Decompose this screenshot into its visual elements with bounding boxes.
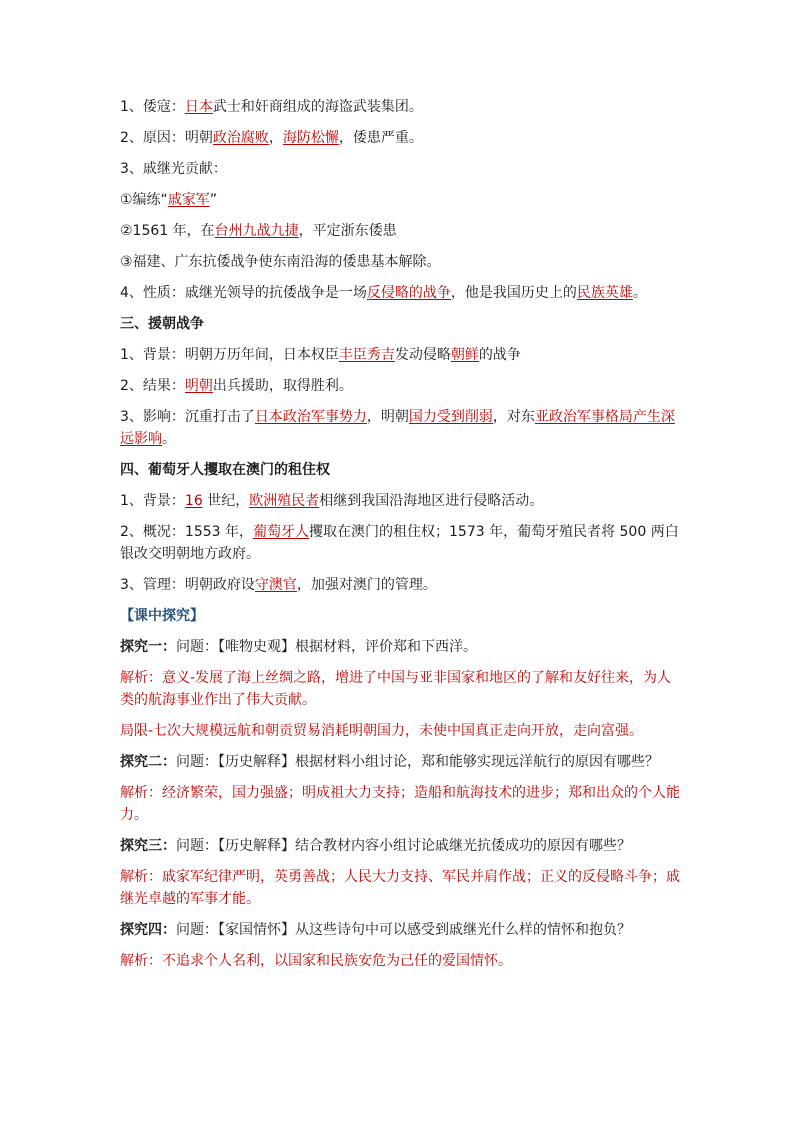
text-line [120, 919, 680, 941]
document-body [120, 96, 680, 972]
text-segment: 攫取在澳门的租住权；1573 年，葡萄牙殖民者将 500 两白银改交明朝地方政府。 [120, 524, 679, 562]
answer-key-term: 台州九战九捷 [214, 223, 299, 239]
text-segment: 1、背景： [120, 493, 185, 509]
text-segment: 问题：【历史解释】结合教材内容小组讨论戚继光抗倭成功的原因有哪些？ [176, 838, 631, 854]
answer-key-term: 守澳官 [254, 577, 297, 593]
text-segment: 1、背景：明朝万历年间，日本权臣 [120, 347, 339, 363]
text-segment: 出兵援助，取得胜利。 [212, 378, 353, 394]
text-segment: ，明朝 [366, 409, 409, 425]
text-line [120, 375, 680, 397]
text-line [120, 636, 680, 658]
text-segment: 三、援朝战争 [120, 316, 204, 332]
section-heading [120, 313, 680, 335]
text-segment: 问题：【历史解释】根据材料小组讨论，郑和能够实现远洋航行的原因有哪些？ [176, 754, 659, 770]
text-segment: ③福建、广东抗倭战争使东南沿海的倭患基本解除。 [120, 254, 441, 270]
answer-key-term: 亚政治军事格局产生深远影响 [120, 409, 675, 447]
text-segment: 。 [632, 285, 647, 301]
text-segment: 探究三： [120, 838, 176, 854]
answer-key-term: 民族英雄 [576, 285, 633, 301]
text-segment: 3、管理：明朝政府设 [120, 577, 255, 593]
text-segment: 【课中探究】 [120, 608, 204, 624]
answer-key-term: 明朝 [184, 378, 213, 394]
text-segment: 探究一： [120, 639, 176, 655]
answer-key-term: 国力受到削弱 [408, 409, 493, 425]
text-segment: 问题：【家国情怀】从这些诗句中可以感受到戚继光什么样的情怀和抱负？ [176, 922, 631, 938]
answer-key-term: 日本政治军事势力 [254, 409, 367, 425]
text-segment: 1、倭寇： [120, 99, 185, 115]
text-line [120, 667, 680, 711]
text-line [120, 344, 680, 366]
answer-key-term: 反侵略的战争 [366, 285, 451, 301]
answer-explanation: 解析：意义-发展了海上丝绸之路，增进了中国与亚非国家和地区的了解和友好往来，为人类的航海事业作出了伟大贡献。 [120, 670, 672, 708]
text-line [120, 574, 680, 596]
answer-key-term: 葡萄牙人 [253, 524, 309, 540]
answer-explanation: 解析：戚家军纪律严明，英勇善战；人民大力支持、军民并肩作战；正义的反侵略斗争；戚继光卓越的军事才能。 [120, 869, 680, 907]
text-segment: ， [268, 130, 283, 146]
text-line [120, 220, 680, 242]
text-segment: 四、葡萄牙人攫取在澳门的租住权 [120, 462, 330, 478]
answer-key-term: 日本 [184, 99, 213, 115]
text-segment: 3、戚继光贡献： [120, 161, 227, 177]
answer-explanation: 局限-七次大规模远航和朝贡贸易消耗明朝国力，未使中国真正走向开放，走向富强。 [120, 723, 644, 739]
answer-explanation: 解析：不追求个人名利，以国家和民族安危为己任的爱国情怀。 [120, 953, 512, 969]
text-segment: 2、概况：1553 年， [120, 524, 253, 540]
text-segment: 4、性质：戚继光领导的抗倭战争是一场 [120, 285, 367, 301]
text-line [120, 950, 680, 972]
text-segment: ，加强对澳门的管理。 [296, 577, 437, 593]
answer-key-term: 戚家军 [167, 192, 210, 208]
text-line [120, 158, 680, 180]
text-segment: 问题：【唯物史观】根据材料，评价郑和下西洋。 [176, 639, 477, 655]
text-line [120, 782, 680, 826]
text-line [120, 406, 680, 450]
text-line [120, 127, 680, 149]
text-segment: ，对东 [492, 409, 535, 425]
text-segment: ，平定浙东倭患 [298, 223, 397, 239]
text-line [120, 835, 680, 857]
text-line [120, 521, 680, 565]
text-segment: 2、原因：明朝 [120, 130, 213, 146]
text-segment: 的战争 [478, 347, 521, 363]
text-segment: ，他是我国历史上的 [450, 285, 577, 301]
text-segment: 世纪， [202, 493, 250, 509]
text-segment: 2、结果： [120, 378, 185, 394]
answer-key-term: 欧洲殖民者 [249, 493, 320, 509]
text-segment: 发动侵略 [394, 347, 451, 363]
text-line [120, 605, 680, 627]
answer-key-term: 海防松懈 [282, 130, 339, 146]
text-segment: 相继到我国沿海地区进行侵略活动。 [319, 493, 544, 509]
text-segment: 3、影响：沉重打击了 [120, 409, 255, 425]
answer-key-term: 朝鲜 [450, 347, 479, 363]
answer-key-term: 16 [184, 493, 203, 509]
text-line [120, 866, 680, 910]
text-line [120, 720, 680, 742]
text-segment: 。 [162, 431, 176, 447]
text-segment: 探究二： [120, 754, 176, 770]
answer-key-term: 丰臣秀吉 [338, 347, 395, 363]
text-segment: ②1561 年，在 [120, 223, 215, 239]
text-segment: 武士和奸商组成的海盗武装集团。 [212, 99, 423, 115]
answer-explanation: 解析：经济繁荣，国力强盛；明成祖大力支持；造船和航海技术的进步；郑和出众的个人能力。 [120, 785, 680, 823]
text-line [120, 751, 680, 773]
section-heading [120, 459, 680, 481]
text-segment: 探究四： [120, 922, 176, 938]
text-segment: ，倭患严重。 [338, 130, 423, 146]
text-segment: ①编练“ [120, 192, 168, 208]
text-line [120, 282, 680, 304]
text-segment: ” [209, 192, 218, 208]
text-line [120, 251, 680, 273]
text-line [120, 490, 680, 512]
text-line [120, 189, 680, 211]
text-line [120, 96, 680, 118]
answer-key-term: 政治腐败 [212, 130, 269, 146]
